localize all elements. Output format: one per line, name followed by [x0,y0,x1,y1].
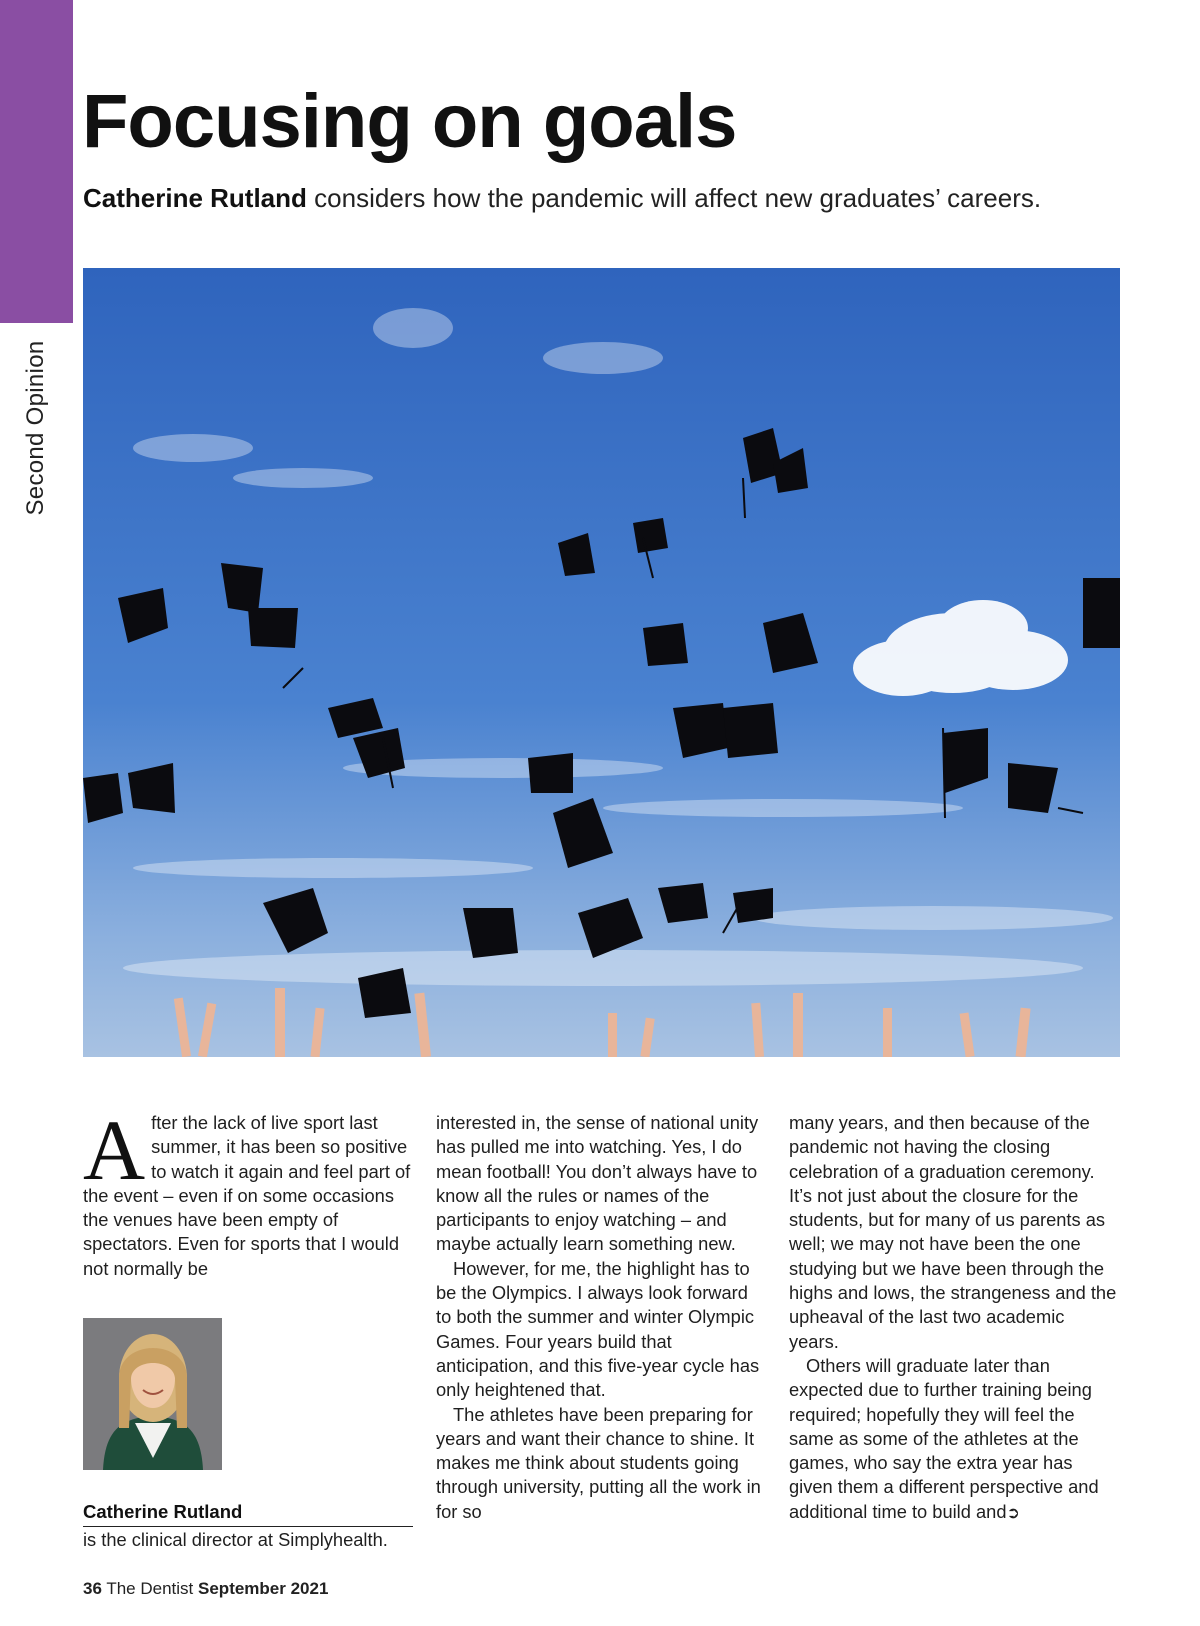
standfirst-text: considers how the pandemic will affect new graduates’ careers. [314,183,1042,213]
issue-date: September 2021 [198,1579,329,1598]
page-number: 36 [83,1579,102,1598]
body-column-2 [436,1111,766,1524]
body-column-1 [83,1102,413,1281]
page-footer [83,1579,328,1599]
body-paragraph: interested in, the sense of national unity has pulled me into watching. Yes, I do mean football! You don’t always have to know all the rules or names of the participants to enjoy watching – and maybe actually learn something new. [436,1112,759,1255]
author-photo [83,1318,222,1470]
publication-name: The Dentist [106,1579,194,1598]
article-title: Focusing on goals [82,79,737,164]
standfirst-author: Catherine Rutland [83,183,307,213]
section-accent-bar [0,0,73,323]
body-paragraph [83,1102,413,1281]
paragraph-text: Others will graduate later than expected due to further training being required; hopefully they will feel the same as some of the athletes at the games, who say the extra year has given them a different perspective and additional time to build and [789,1354,1099,1522]
body-column-3 [789,1111,1119,1526]
body-paragraph [789,1354,1119,1526]
author-name: Catherine Rutland [83,1501,413,1527]
body-paragraph: The athletes have been preparing for years and want their chance to shine. It makes me think about students going through university, putting all the work in for so [436,1403,761,1522]
author-portrait [83,1318,222,1470]
drop-cap: A [83,1102,146,1198]
hero-image [83,268,1120,1057]
article-standfirst [83,182,1041,216]
section-label: Second Opinion [22,340,49,516]
paragraph-text: fter the lack of live sport last summer, it has been so positive to watch it again and feel part of the event – even if on some occasions the venues have been empty of spectators. Even for sports that I would not normally be [83,1112,411,1279]
graduation-caps-illustration [83,268,1120,1057]
continue-arrow-icon: ➲ [1006,1504,1020,1522]
body-paragraph: many years, and then because of the pandemic not having the closing celebration of a graduation ceremony. It’s not just about the closure for the students, but for many of us parents as well; we may not have been the one studying but we have been through the highs and lows, the strangeness and the upheaval of the last two academic years. [789,1112,1117,1352]
body-paragraph: However, for me, the highlight has to be the Olympics. I always look forward to both the summer and winter Olympic Games. Four years build that anticipation, and this five-year cycle has only heightened that. [436,1257,760,1401]
author-role: is the clinical director at Simplyhealth. [83,1529,388,1550]
